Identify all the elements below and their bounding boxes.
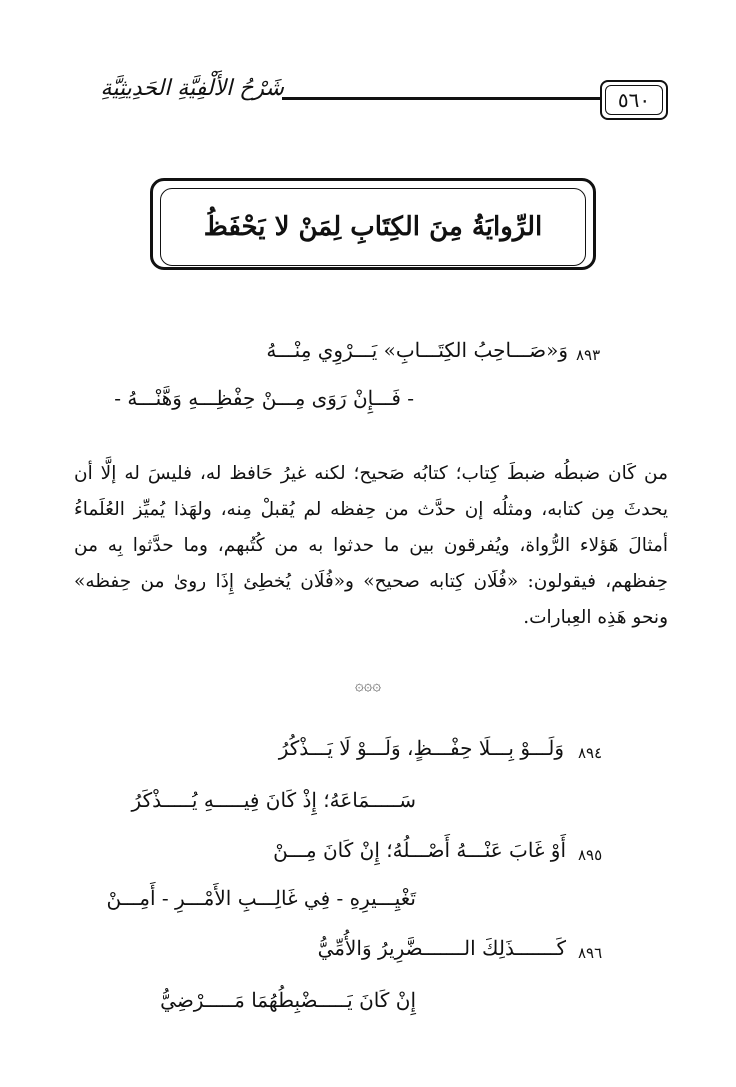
verse-number: ٨٩٣ (576, 346, 601, 364)
verse-number: ٨٩٤ (578, 744, 603, 762)
verse-first-hemistich: أَوْ غَابَ عَنْـــهُ أَصْـــلُهُ؛ إِنْ كَانَ مِـــنْ (273, 838, 566, 862)
verse-second-hemistich: سَـــــمَاعَهُ؛ إِذْ كَانَ فِيـــــهِ يُـــــذْكَرُ (131, 788, 416, 812)
verse-first-hemistich: وَ«صَـــاحِبُ الكِتَـــابِ» يَـــرْوِي مِنْـــهُ (266, 338, 568, 362)
verse-second-hemistich: تَغْيِـــيرِهِ - فِي غَالِـــبِ الأَمْـــرِ - أَمِـــنْ (106, 886, 416, 910)
commentary-paragraph: من كَان ضبطُه ضبطَ كِتاب؛ كتابُه صَحيح؛ لكنه غيرُ حَافظ له، فليسَ له إلَّا أن يحدثَ مِن كتابه، ومثلُه إن حدَّث من حِفظه لم يُقبلْ مِنه، ولهَذا يُميِّز العُلَماءُ أمثالَ هَؤلاء الرُّواة، ويُفرقون بين ما حدثوا به من كُتُبهم، وما حدَّثوا بِه من حِفظهم، فيقولون: «فُلَان كِتابه صحيح» و«فُلَان يُخطِئ إِذَا روىٰ من حِفظه» ونحو هَذِه العِبارات. (74, 463, 668, 628)
verse-number: ٨٩٥ (578, 846, 603, 864)
book-title: شَرْحُ الأَلْفِيَّةِ الحَدِيثِيَّةِ (100, 76, 284, 101)
verse-number: ٨٩٦ (578, 944, 603, 962)
verse-first-hemistich: كَـــــــذَلِكَ الـــــــضَّرِيرُ وَالأُمِّيُّ (317, 936, 566, 960)
page-header (0, 0, 736, 130)
header-rule (282, 97, 600, 100)
verse-first-hemistich: وَلَـــوْ بِـــلَا حِفْـــظٍ، وَلَـــوْ لَا يَـــذْكُرُ (278, 736, 564, 760)
section-title: الرِّوايَةُ مِنَ الكِتَابِ لِمَنْ لا يَحْفَظُ (203, 212, 543, 242)
page-number-text: ٥٦٠ (617, 88, 651, 112)
verse-second-hemistich: - فَـــإِنْ رَوَى مِـــنْ حِفْظِـــهِ وَهَّنْـــهُ - (114, 386, 414, 410)
ornament-separator: ۞۞۞ (354, 676, 382, 694)
verse-second-hemistich: إِنْ كَانَ يَـــــضْبِطُهُمَا مَـــــرْضِيُّ (160, 988, 416, 1012)
section-title-box (160, 188, 586, 266)
page-number (600, 80, 668, 120)
